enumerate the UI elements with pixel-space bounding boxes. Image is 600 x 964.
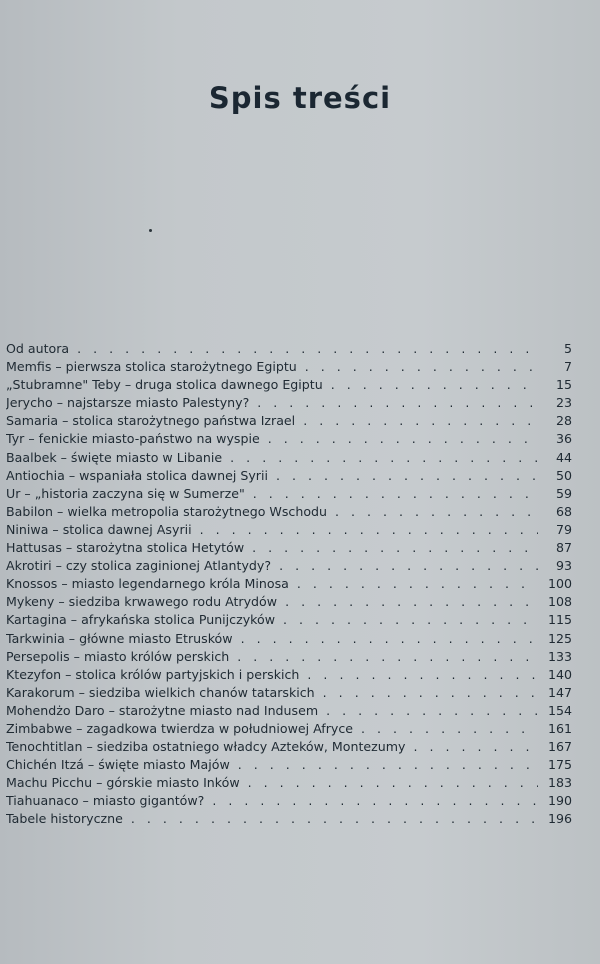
toc-entry-title: Niniwa – stolica dawnej Asyrii . . . [6, 521, 538, 539]
toc-entry-title: Tiahuanaco – miasto gigantów? . . . [6, 792, 538, 810]
toc-page-number: 183 [547, 775, 572, 791]
toc-entry [6, 575, 572, 593]
toc-entry [6, 774, 572, 792]
toc-page-number: 175 [547, 757, 572, 773]
print-speck [149, 229, 152, 232]
toc-page-number: 154 [547, 702, 572, 718]
toc-entry [6, 684, 572, 702]
toc-entry-title: Babilon – wielka metropolia starożytnego Wschodu . . . [6, 503, 538, 521]
toc-entry [6, 702, 572, 720]
toc-entry [6, 611, 572, 629]
toc-page-number: 7 [563, 359, 572, 375]
toc-page-number: 100 [547, 576, 572, 592]
toc-entry [6, 539, 572, 557]
toc-entry [6, 792, 572, 810]
toc-entry-title: Kartagina – afrykańska stolica Punijczyków . . . [6, 611, 538, 629]
toc-page-number: 79 [555, 521, 572, 537]
toc-entry-title: Mykeny – siedziba krwawego rodu Atrydów . . . [6, 593, 538, 611]
toc-page-number: 133 [547, 648, 572, 664]
toc-page-number: 147 [547, 684, 572, 700]
toc-entry-title: Chichén Itzá – święte miasto Majów . . . [6, 756, 538, 774]
toc-page-number: 36 [555, 431, 572, 447]
toc-entry-title: Baalbek – święte miasto w Libanie . . . [6, 449, 538, 467]
toc-page-number: 125 [547, 630, 572, 646]
toc-entry-title: Samaria – stolica starożytnego państwa Izrael . . . [6, 412, 538, 430]
toc-page-number: 50 [555, 467, 572, 483]
toc-entry-title: Akrotiri – czy stolica zaginionej Atlantydy? . . . [6, 557, 538, 575]
toc-page-number: 28 [555, 413, 572, 429]
toc-entry [6, 503, 572, 521]
toc-entry-title: Tenochtitlan – siedziba ostatniego władcy Azteków, Montezumy . . . [6, 738, 538, 756]
toc-page-number: 23 [555, 395, 572, 411]
toc-entry-title: Persepolis – miasto królów perskich . . . [6, 648, 538, 666]
toc-entry-title: Ur – „historia zaczyna się w Sumerze" . . . [6, 485, 538, 503]
toc-entry-title: Karakorum – siedziba wielkich chanów tatarskich . . . [6, 684, 538, 702]
toc-entry [6, 756, 572, 774]
toc-page-number: 5 [563, 341, 572, 356]
toc-page-number: 140 [547, 666, 572, 682]
toc-entry [6, 394, 572, 412]
toc-entry-title: Tarkwinia – główne miasto Etrusków . . . [6, 630, 538, 648]
toc-entry-title: Knossos – miasto legendarnego króla Minosa . . . [6, 575, 538, 593]
toc-entry [6, 485, 572, 503]
toc-entry-title: Jerycho – najstarsze miasto Palestyny? . . . [6, 394, 538, 412]
toc-page-number: 115 [547, 612, 572, 628]
toc-page-number: 59 [555, 485, 572, 501]
toc-page-number: 44 [555, 449, 572, 465]
toc-entry-title: Antiochia – wspaniała stolica dawnej Syrii . . . [6, 467, 538, 485]
table-of-contents [6, 340, 572, 829]
page-title: Spis treści [208, 81, 392, 116]
toc-entry [6, 630, 572, 648]
toc-entry [6, 412, 572, 430]
toc-entry [6, 810, 572, 828]
toc-page-number: 87 [555, 540, 572, 556]
toc-entry [6, 467, 572, 485]
toc-entry [6, 738, 572, 756]
toc-page-number: 108 [547, 594, 572, 610]
toc-entry [6, 648, 572, 666]
toc-entry [6, 376, 572, 394]
toc-page-number: 161 [547, 720, 572, 736]
toc-entry-title: „Stubramne" Teby – druga stolica dawnego Egiptu . . . [6, 376, 538, 394]
toc-entry-title: Ktezyfon – stolica królów partyjskich i perskich . . . [6, 666, 538, 684]
toc-page-number: 15 [555, 377, 572, 393]
toc-entry [6, 449, 572, 467]
toc-entry-title: Hattusas – starożytna stolica Hetytów . . . [6, 539, 538, 557]
toc-entry [6, 340, 572, 358]
toc-page-number: 190 [547, 793, 572, 809]
toc-entry [6, 720, 572, 738]
toc-page-number: 68 [555, 503, 572, 519]
toc-page-number: 93 [555, 558, 572, 574]
toc-entry-title: Mohendżo Daro – starożytne miasto nad Indusem . . . [6, 702, 538, 720]
toc-entry [6, 593, 572, 611]
toc-entry [6, 521, 572, 539]
toc-entry [6, 430, 572, 448]
toc-entry-title: Od autora . . . [6, 340, 538, 358]
toc-entry-title: Tyr – fenickie miasto-państwo na wyspie . . . [6, 430, 538, 448]
toc-entry-title: Tabele historyczne . . . [6, 810, 538, 828]
toc-entry [6, 358, 572, 376]
toc-entry-title: Zimbabwe – zagadkowa twierdza w południowej Afryce . . . [6, 720, 538, 738]
toc-entry-title: Machu Picchu – górskie miasto Inków . . . [6, 774, 538, 792]
toc-entry-title: Memfis – pierwsza stolica starożytnego Egiptu . . . [6, 358, 538, 376]
toc-page-number: 167 [547, 739, 572, 755]
toc-entry [6, 666, 572, 684]
toc-entry [6, 557, 572, 575]
toc-page-number: 196 [547, 811, 572, 827]
